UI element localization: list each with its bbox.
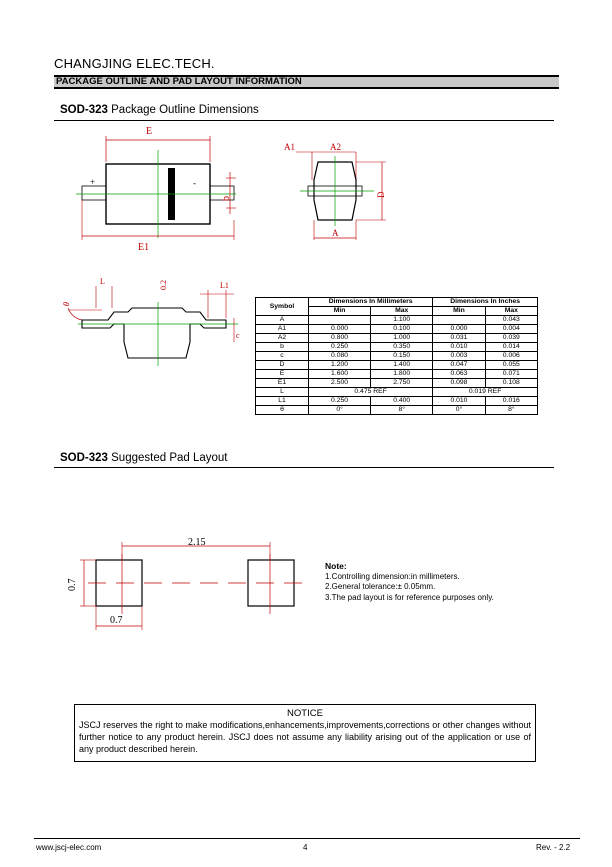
label-minus: - — [193, 178, 196, 188]
cell-in-min: 0.000 — [433, 325, 485, 334]
cell-mm-min: 1.200 — [309, 361, 371, 370]
note-line-2: 2.General tolerance:± 0.05mm. — [325, 582, 436, 591]
cell-in-min: 0.098 — [433, 379, 485, 388]
footer-website[interactable]: www.jscj-elec.com — [36, 843, 102, 852]
pad-section-rule — [54, 467, 554, 468]
table-row — [256, 316, 538, 325]
table-row — [256, 397, 538, 406]
table-row — [256, 361, 538, 370]
cell-in-min: 0.010 — [433, 343, 485, 352]
cell-in-min: 0° — [433, 406, 485, 415]
cell-mm-min: 0.080 — [309, 352, 371, 361]
cell-mm-min: 0° — [309, 406, 371, 415]
cell-in-min: 0.003 — [433, 352, 485, 361]
cell-mm-max: 0.150 — [371, 352, 433, 361]
table-row — [256, 370, 538, 379]
notes — [325, 561, 494, 603]
label-theta: θ — [60, 300, 72, 308]
cell-symbol: c — [256, 352, 309, 361]
dim-pitch: 2.15 — [188, 537, 206, 548]
label-L1: L1 — [220, 281, 229, 290]
notice-title: NOTICE — [287, 708, 323, 719]
dim-width: 0.7 — [110, 615, 123, 626]
cell-in-min: 0.047 — [433, 361, 485, 370]
label-E: E — [146, 126, 153, 137]
cell-in-max: 8° — [485, 406, 537, 415]
cell-symbol: b — [256, 343, 309, 352]
company-name: CHANGJING ELEC.TECH. — [54, 56, 215, 71]
cell-mm-max: 8° — [371, 406, 433, 415]
label-D: D — [376, 191, 386, 198]
pad-title-text: Suggested Pad Layout — [107, 452, 228, 464]
label-plus: + — [90, 177, 96, 187]
cell-in-max: 0.108 — [485, 379, 537, 388]
cell-symbol: E1 — [256, 379, 309, 388]
section-header-title: PACKAGE OUTLINE AND PAD LAYOUT INFORMATION — [56, 76, 302, 87]
table-row — [256, 334, 538, 343]
cell-mm-max: 0.400 — [371, 397, 433, 406]
label-L: L — [100, 277, 105, 286]
cell-in-max: 0.016 — [485, 397, 537, 406]
cell-mm-ref: 0.475 REF — [309, 388, 433, 397]
th-in-min: Min — [433, 307, 485, 316]
cell-mm-max: 0.100 — [371, 325, 433, 334]
th-mm-max: Max — [371, 307, 433, 316]
footer-revision: Rev. - 2.2 — [536, 843, 571, 852]
cell-in-min: 0.010 — [433, 397, 485, 406]
cell-symbol: A — [256, 316, 309, 325]
lead-left — [82, 186, 106, 200]
table-row — [256, 379, 538, 388]
label-E1: E1 — [138, 242, 150, 253]
side-view-drawing — [282, 140, 394, 244]
cell-symbol: A2 — [256, 334, 309, 343]
profile-outline — [82, 308, 226, 358]
section-header-bar — [54, 75, 559, 89]
cell-mm-min: 0.250 — [309, 343, 371, 352]
pad-title-package: SOD-323 — [60, 452, 108, 464]
outline-title-text: Package Outline Dimensions — [107, 104, 259, 116]
label-c: c — [236, 331, 240, 340]
cell-mm-min: 0.800 — [309, 334, 371, 343]
label-A1: A1 — [284, 142, 295, 152]
cell-in-min: 0.031 — [433, 334, 485, 343]
cell-mm-max: 1.400 — [371, 361, 433, 370]
notice-body: JSCJ reserves the right to make modifications,enhancements,improvements,corrections or other changes without further notice to any product herein. JSCJ does not assume any liability arising out of the application or use of any product described herein. — [79, 720, 531, 754]
cell-mm-max: 2.750 — [371, 379, 433, 388]
cell-mm-min — [309, 316, 371, 325]
cell-symbol: L — [256, 388, 309, 397]
note-line-3: 3.The pad layout is for reference purposes only. — [325, 592, 494, 602]
label-gauge: 0.2 — [159, 280, 168, 290]
note-title: Note: — [325, 561, 347, 571]
cell-mm-min: 0.250 — [309, 397, 371, 406]
label-A2: A2 — [330, 142, 341, 152]
cell-in-ref: 0.019 REF — [433, 388, 538, 397]
cell-mm-min: 0.000 — [309, 325, 371, 334]
table-row — [256, 388, 538, 397]
label-b: b — [221, 196, 232, 201]
cell-mm-max: 1.800 — [371, 370, 433, 379]
cell-mm-max: 0.350 — [371, 343, 433, 352]
profile-view-drawing — [58, 272, 244, 368]
th-mm-min: Min — [309, 307, 371, 316]
cell-mm-max: 1.100 — [371, 316, 433, 325]
cell-mm-min: 2.500 — [309, 379, 371, 388]
cell-symbol: E — [256, 370, 309, 379]
dimensions-table — [255, 297, 538, 415]
table-row — [256, 343, 538, 352]
table-row — [256, 352, 538, 361]
cell-in-max: 0.039 — [485, 334, 537, 343]
cell-symbol: A1 — [256, 325, 309, 334]
th-symbol: Symbol — [256, 298, 309, 316]
cell-mm-max: 1.000 — [371, 334, 433, 343]
cell-in-max: 0.055 — [485, 361, 537, 370]
note-line-1: 1.Controlling dimension:in millimeters. — [325, 571, 460, 581]
label-A: A — [332, 228, 339, 238]
outline-title-package: SOD-323 — [60, 104, 108, 116]
table-row — [256, 325, 538, 334]
th-in-max: Max — [485, 307, 537, 316]
cell-in-min: 0.063 — [433, 370, 485, 379]
cell-in-max: 0.043 — [485, 316, 537, 325]
cell-symbol: L1 — [256, 397, 309, 406]
outline-section-title — [60, 104, 259, 116]
cell-symbol: θ — [256, 406, 309, 415]
footer-rule — [34, 838, 580, 839]
cell-in-max: 0.014 — [485, 343, 537, 352]
table-row — [256, 406, 538, 415]
th-inches: Dimensions In Inches — [433, 298, 538, 307]
cell-in-min — [433, 316, 485, 325]
footer-page-number: 4 — [303, 843, 308, 852]
cell-mm-min: 1.600 — [309, 370, 371, 379]
th-mm: Dimensions In Millimeters — [309, 298, 433, 307]
cell-symbol: D — [256, 361, 309, 370]
notice-box — [74, 704, 536, 762]
top-view-drawing — [76, 122, 236, 258]
dimensions-table-body — [256, 316, 538, 415]
cell-in-max: 0.071 — [485, 370, 537, 379]
outline-section-rule — [54, 120, 554, 121]
dim-height: 0.7 — [67, 578, 78, 591]
pad-section-title — [60, 452, 228, 464]
cell-in-max: 0.006 — [485, 352, 537, 361]
pad-layout-drawing — [58, 534, 316, 634]
cell-in-max: 0.004 — [485, 325, 537, 334]
